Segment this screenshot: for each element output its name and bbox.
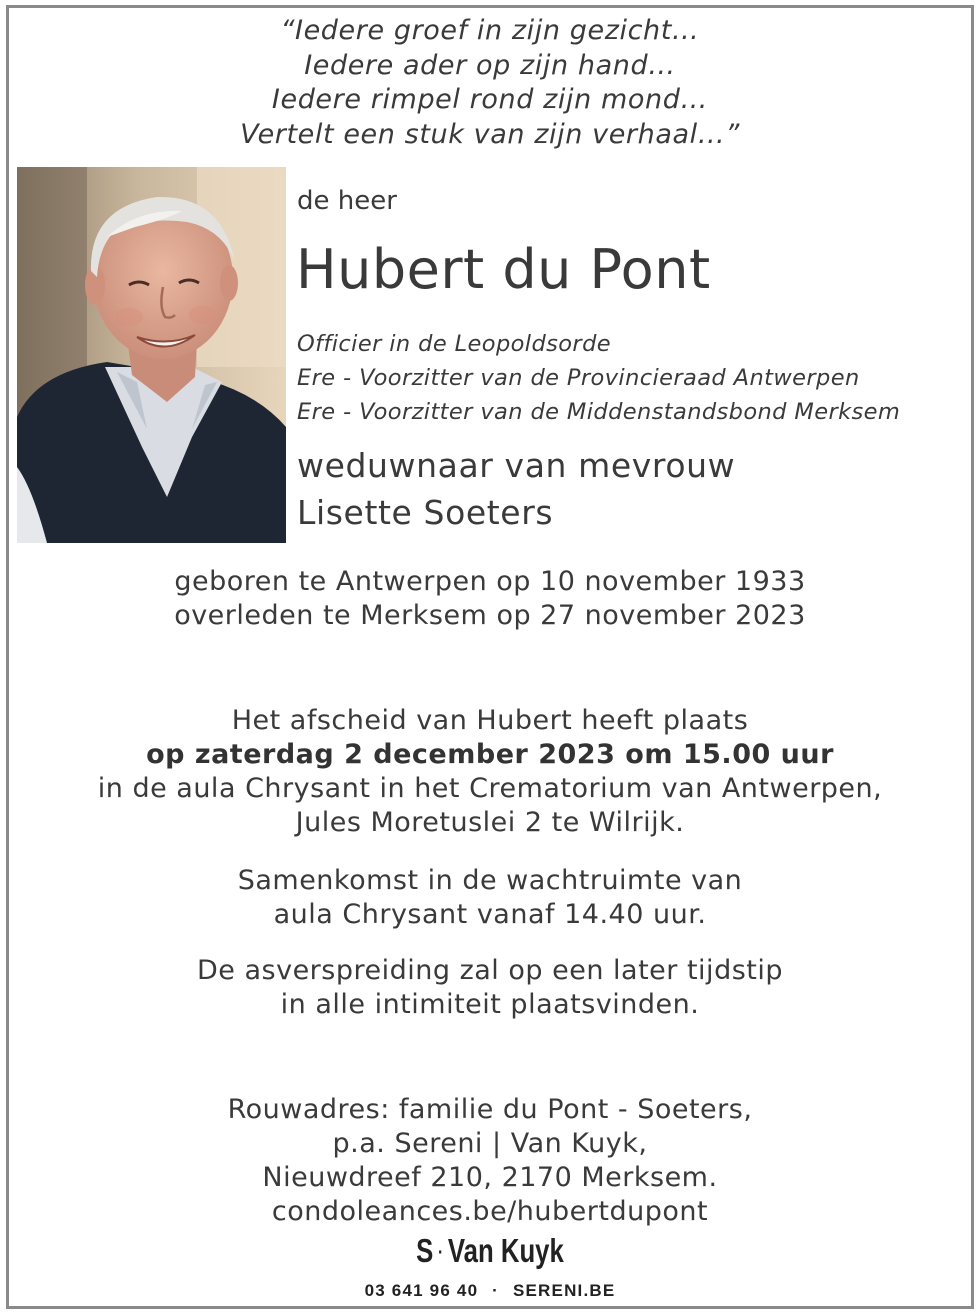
spouse-relation: weduwnaar van mevrouw	[297, 446, 736, 485]
quote-line: “Iedere groef in zijn gezicht…	[280, 15, 700, 46]
life-dates	[0, 565, 980, 632]
quote-line: Iedere rimpel rond zijn mond…	[271, 84, 709, 115]
quote-line: Vertelt een stuk van zijn verhaal…”	[240, 118, 740, 150]
death-line: overleden te Merksem op 27 november 2023	[174, 599, 806, 631]
ashes-line: in alle intimiteit plaatsvinden.	[280, 989, 700, 1020]
phone-number[interactable]: 03 641 96 40	[364, 1281, 479, 1300]
ceremony-datetime: op zaterdag 2 december 2023 om 15.00 uur	[146, 739, 834, 770]
ceremony-venue: in de aula Chrysant in het Crematorium van Antwerpen,	[97, 773, 883, 804]
poem-quote	[0, 14, 980, 152]
deceased-name: Hubert du Pont	[296, 238, 711, 301]
honor-titles	[297, 327, 900, 429]
mourning-address	[0, 1093, 980, 1229]
logo-letter: S	[416, 1232, 434, 1269]
logo-dot: ·	[438, 1241, 444, 1264]
gathering-line: Samenkomst in de wachtruimte van	[237, 865, 743, 896]
ceremony-intro: Het afscheid van Hubert heeft plaats	[231, 705, 749, 736]
honor-title: Officier in de Leopoldsorde	[297, 331, 612, 357]
address-line: p.a. Sereni | Van Kuyk,	[332, 1128, 648, 1159]
gathering-info	[0, 864, 980, 931]
birth-line: geboren te Antwerpen op 10 november 1933	[174, 566, 806, 597]
website-link[interactable]: SERENI.BE	[512, 1281, 616, 1300]
farewell-ceremony	[0, 704, 980, 840]
contact-separator: ·	[492, 1281, 500, 1300]
address-line: Nieuwdreef 210, 2170 Merksem.	[262, 1162, 718, 1193]
condolence-link[interactable]: condoleances.be/hubertdupont	[271, 1196, 709, 1227]
ash-scattering-info	[0, 954, 980, 1022]
honorific: de heer	[297, 186, 397, 216]
portrait-photo	[17, 167, 286, 543]
address-line: Rouwadres: familie du Pont - Soeters,	[227, 1094, 753, 1125]
ceremony-address: Jules Moretuslei 2 te Wilrijk.	[295, 807, 685, 838]
funeral-home-logo	[108, 1232, 872, 1270]
ashes-line: De asverspreiding zal op een later tijdstip	[197, 955, 783, 986]
gathering-line: aula Chrysant vanaf 14.40 uur.	[273, 898, 707, 930]
spouse-name: Lisette Soeters	[297, 493, 554, 532]
spouse-info	[297, 442, 735, 536]
honor-title: Ere - Voorzitter van de Provincieraad Antwerpen	[297, 365, 860, 391]
quote-line: Iedere ader op zijn hand…	[304, 49, 676, 81]
honor-title: Ere - Voorzitter van de Middenstandsbond Merksem	[297, 399, 901, 425]
logo-name: Van Kuyk	[447, 1232, 564, 1269]
funeral-home-contact	[0, 1281, 980, 1301]
